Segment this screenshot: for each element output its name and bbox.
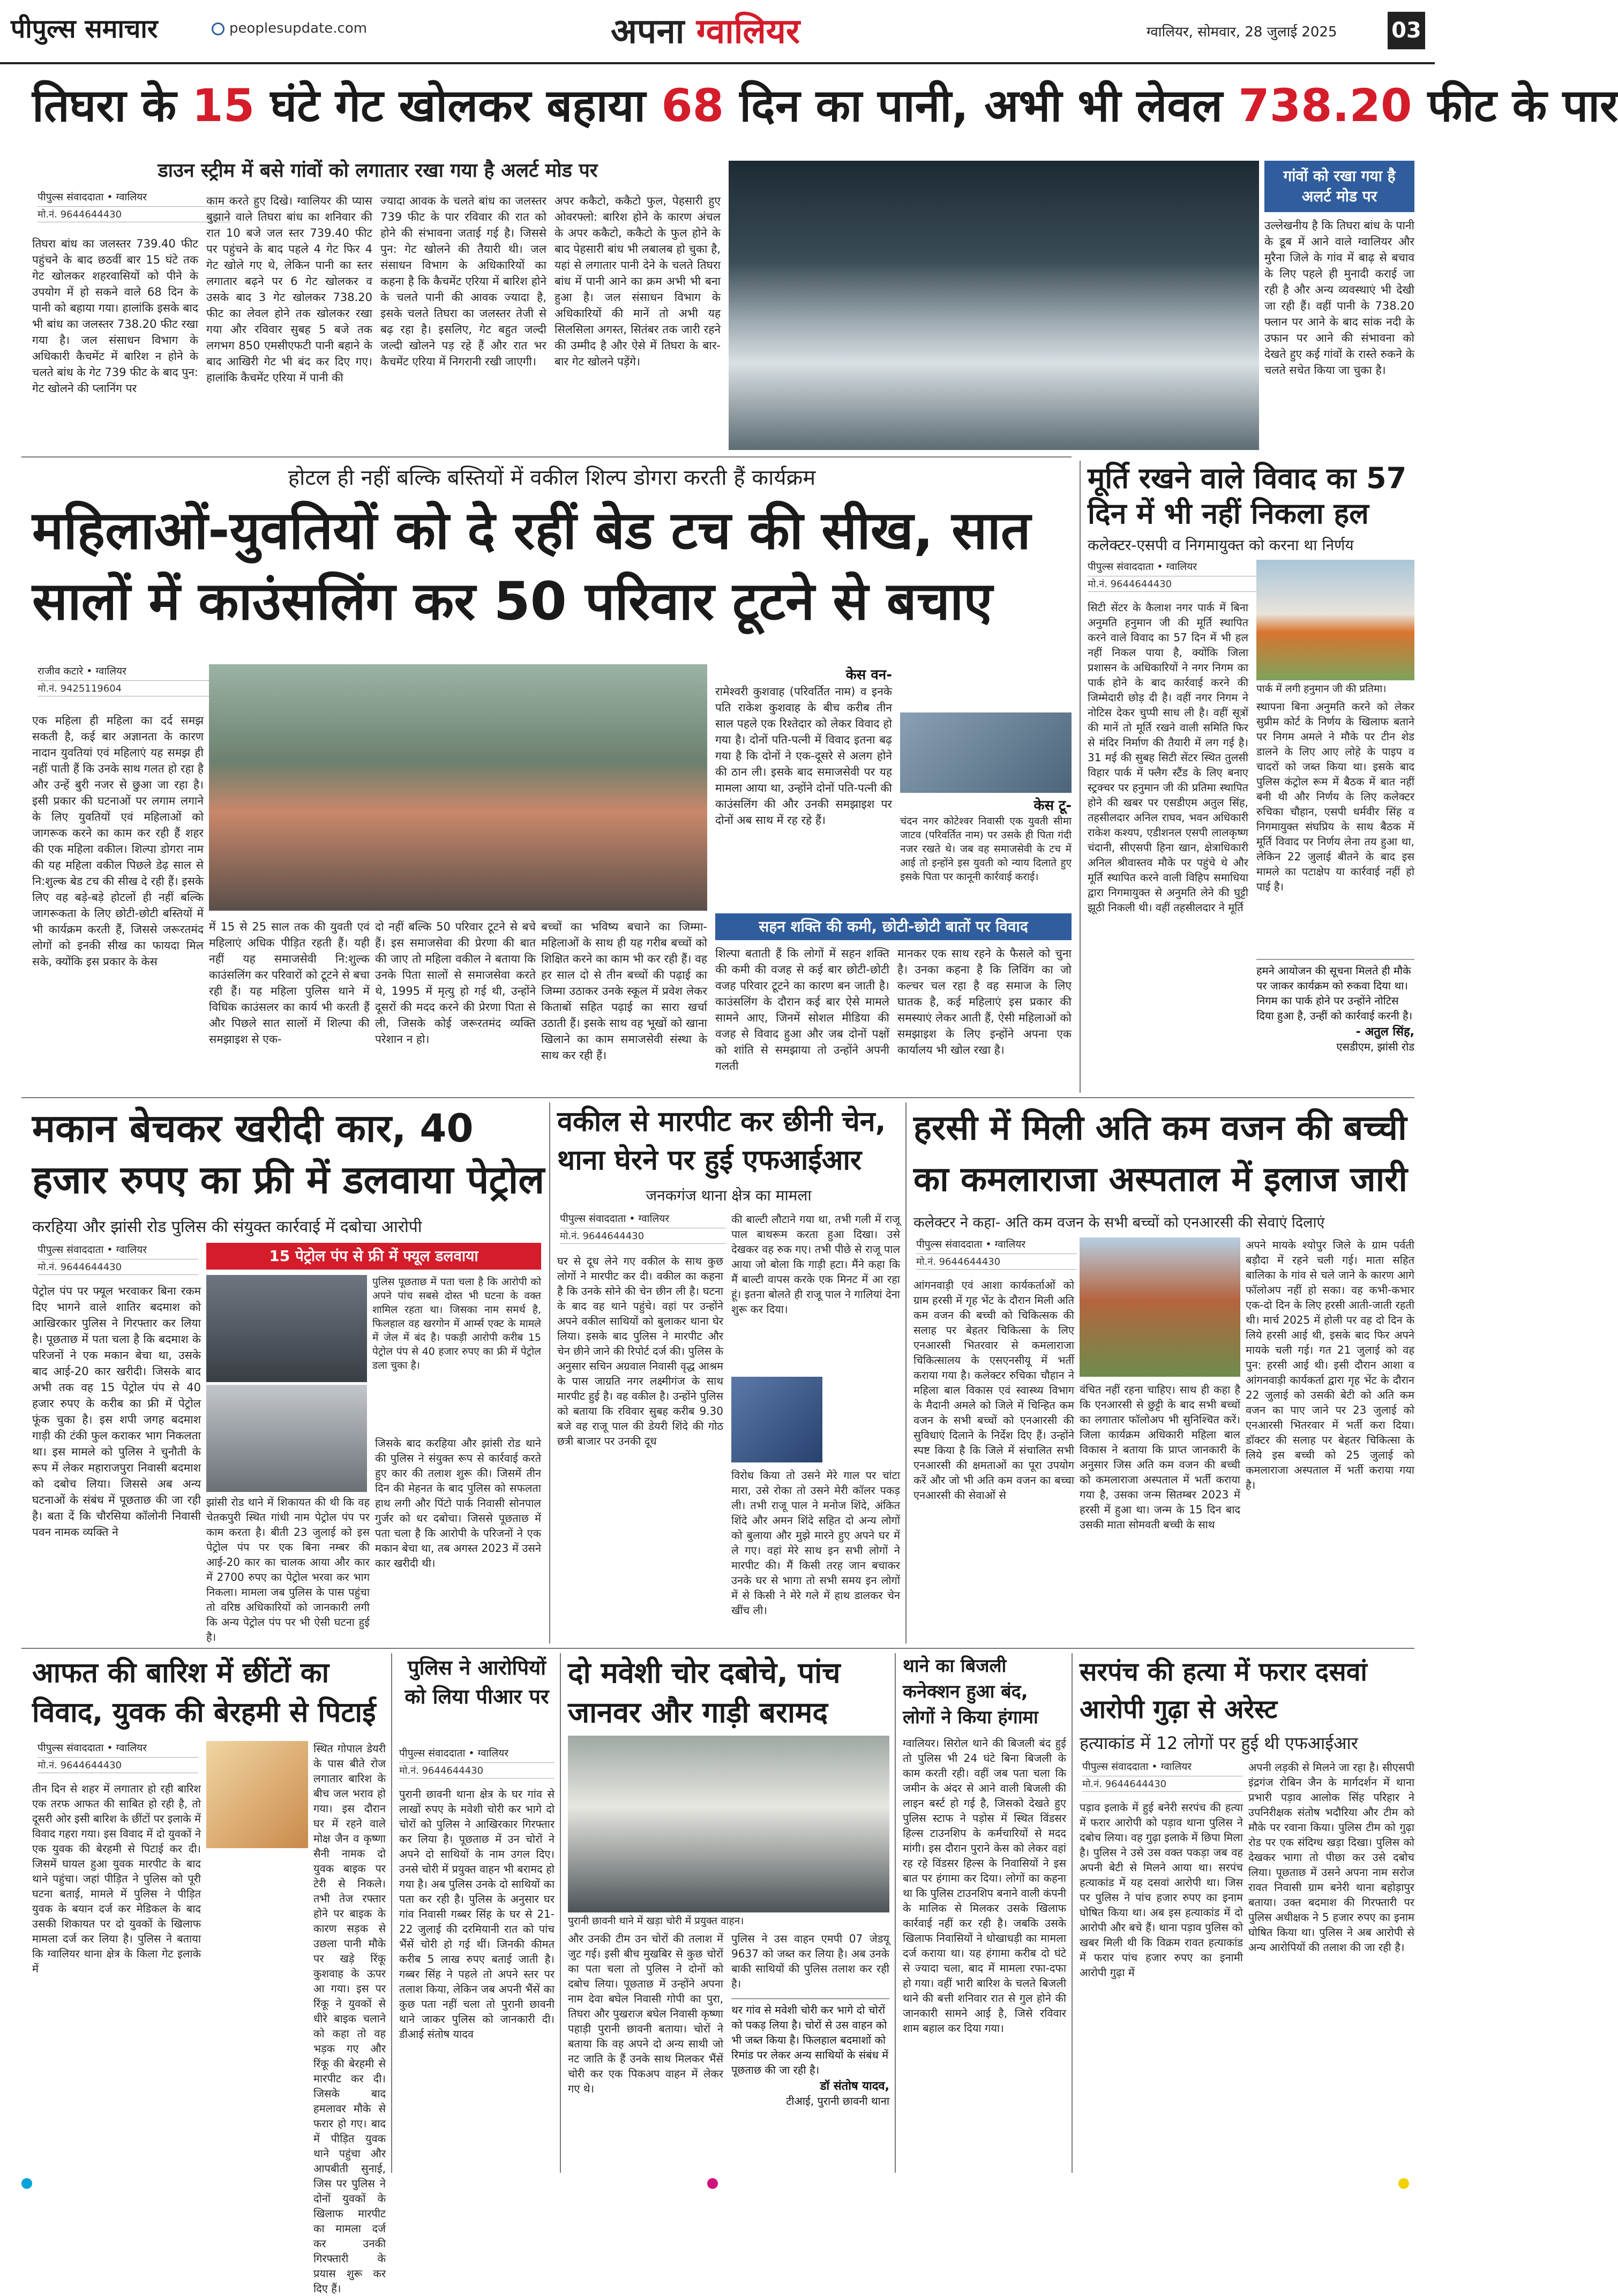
s1-sidebox-title: गांवों को रखा गया है अलर्ट मोड पर [1264,161,1414,212]
s7-headline: आफत की बारिश में छींटों का विवाद, युवक की बेरहमी से पिटाई [32,1657,376,1729]
s4-col-3: जिसके बाद करहिया और झांसी रोड थाने की पुलिस ने संयुक्त रूप से कार्रवाई करते हुए कार की तलाश शुरू की। जिसमें तीन दिन की मेहनत के बाद पुलिस को सफलता हाथ लगी और पिंटो पार्क निवासी सोनपाल गुर्जर को धर दबोचा। जिससे पूछताछ में पता चला है कि आरोपी के परिजनों ने एक मकान बेचा था, तब अगस्त 2023 में उसने कार खरीदी थी। [375,1437,541,1570]
s1-h-part-2: घंटे गेट खोलकर बहाया [254,79,662,132]
s10-headline: थाने का बिजली कनेक्शन हुआ बंद, लोगों ने किया हंगामा [903,1655,1038,1728]
s3-subhead: कलेक्टर-एसपी व निगमायुक्त को करना था निर्णय [1088,536,1354,554]
s2-byline-block [38,664,225,707]
s11-mobile: मो.नं. 9644644430 [1082,1776,1243,1792]
s9-col-1: पुलिस ने उस वाहन एमपी 07 जेडयू 9637 को जब्त कर लिया है। अब उनके बाकी साथियों की पुलिस तलाश कर रही है। [731,1932,889,1990]
s2-case-one-text: रामेश्वरी कुशवाह (परिवर्तित नाम) व इनके पति राकेश कुशवाह के बीच करीब तीन साल पहले एक रिश्तेदार को लेकर विवाद हो गया है। दोनों पति-पत्नी में विवाद इतना बढ़ गया है कि दोनों ने एक-दूसरे से अलग होने की ठान ली। इसके बाद समाजसेवी पर यह मामला आया था, उन्होंने दोनों पति-पत्नी की काउंसलिंग की और उनकी समझाइश पर दोनों अब साथ में रह रहे हैं। [715,685,892,827]
brand-name: पीपुल्स समाचार [11,14,158,44]
s10-col-1: ग्वालियर। सिरोल थाने की बिजली बंद हुई तो पुलिस भी 24 घंटे बिना बिजली के काम करती रही। वहीं जब पता चला कि जमीन के अंदर से आने वाली बिजली की लाइन बर्स्ट हो गई है, जिसको देखते हुए पुलिस स्टाफ ने पड़ोस में स्थित विंडसर हिल्स टाउनशिप के कर्मचारियों से मदद मांगी। इस दौरान पुराने केस को लेकर वहां रह रहे विंडसर हिल्स के निवासियों ने इस बात पर हंगामा कर दिया। लोगों का कहना था कि पुलिस टाउनशिप बनाने वाली कंपनी के मालिक से मिलकर उसके खिलाफ कार्रवाई नहीं कर रही है। जबकि उसके खिलाफ निवासियों ने धोखाधड़ी का मामला दर्ज कराया था। यह हंगामा करीब दो घंटे से ज्यादा चला, बाद में मामला रफा-दफा हो गया। वहीं भारी बारिश के चलते बिजली थाने की बत्ती शनिवार रात से गुल होने की जानकारी सामने आई है, जिसे रविवार शाम बहाल कर दिया गया। [903,1737,1066,2035]
divider [560,1653,561,2173]
s1-sidebox [1264,161,1414,450]
s2-bar-col-1: शिल्पा बताती हैं कि लोगों में सहन शक्ति की कमी की वजह से कई बार छोटी-छोटी वजह परिवार टूटने का कारण बन जाती है। काउंसलिंग के दौरान कई बार ऐसे मामले सामने आए, जिनमें सोशल मीडिया की वजह से विवाद हुआ और जब दोनों पक्षों को शांति से समझाया तो उन्होंने अपनी गलती [715,947,889,1072]
s4-subhead: करहिया और झांसी रोड पुलिस की संयुक्त कार्रवाई में दबोचा आरोपी [32,1218,422,1236]
s8-byline: पीपुल्स संवाददाता • ग्वालियर [399,1747,509,1759]
s2-byline: राजीव कटारे • ग्वालियर [38,665,126,677]
divider [21,1097,1414,1098]
s2-case-one [715,664,892,911]
s5-col-2: विरोध किया तो उसने मेरे गाल पर चांटा मारा, उसे रोका तो उसने मेरी कॉलर पकड़ ली। तभी राजू पाल ने मनोज शिंदे, अंकित शिंदे और अमन शिंदे सहित दो अन्य लोगों को बुलाया और मुझे मारने हुए अपने घर में ले गए। वहां मेरे साथ इन सभी लोगों ने मारपीट की। मैं किसी तरह जान बचाकर उनके घर से भागा तो सभी समय इन लोगों में से किसी ने मेरे गले में हाथ डालकर चेन खींच ली। [731,1469,900,1617]
s9-quote-name: डॉ संतोष यादव, [820,2080,889,2093]
s11-headline: सरपंच की हत्या में फरार दसवां आरोपी गुढ़ा से अरेस्ट [1080,1657,1367,1724]
s1-subhead: डाउन स्ट्रीम में बसे गांवों को लगातार रखा गया है अलर्ट मोड पर [158,160,598,182]
issue-date: ग्वालियर, सोमवार, 28 जुलाई 2025 [1147,24,1337,40]
s8-col-1: पुरानी छावनी थाना क्षेत्र के घर गांव से लाखों रुपए के मवेशी चोरी कर भागे दो चोरों को पुलिस ने आखिरकार गिरफ्तार कर लिया है। पूछताछ में उन चोरों ने अपने दो साथियों के नाम उगल दिए। उनसे चोरी में प्रयुक्त वाहन भी बरामद हो गया है। अब पुलिस उनके दो साथियों का पता कर रही है। पुलिस के अनुसार घर गांव निवासी गब्बर सिंह के घर से 21-22 जुलाई की दरमियानी रात को पांच भैंसें चोरी हो गई थीं। जिनकी कीमत करीब 5 लाख रुपए बताई जाती है। गब्बर सिंह ने पहले तो अपने स्तर पर तलाश किया, लेकिन जब अपनी भैंसें का कुछ पता नहीं चला तो पुरानी छावनी थाने जाकर पुलिस को जानकारी दी। डीआई संतोष यादव [399,1788,555,2040]
s4-inset-title: 15 पेट्रोल पंप से फ्री में फ्यूल डलवाया [206,1243,541,1270]
s4-headline: मकान बेचकर खरीदी कार, 40 हजार रुपए का फ्री में डलवाया पेट्रोल [32,1106,545,1202]
s1-h-num-hours: 15 [192,79,255,132]
s3-quote-text: हमने आयोजन की सूचना मिलते ही मौके पर जाकर कार्यक्रम को रुकवा दिया था। निगम का पार्क होने पर उन्होंने नोटिस दिया हुआ है, उन्हीं को कार्रवाई करनी है। [1256,964,1413,1022]
page-number: 03 [1388,12,1425,49]
s1-col-2: काम करते हुए दिखे। ग्वालियर की प्यास बुझाने वाले तिघरा बांध का शनिवार की रात 10 बजे जल स्तर 739.40 फीट पर पहुंचने के बाद पहले 4 गेट फिर 4 गेट खोले गए थे, लेकिन पानी का स्तर लगातार बढ़ने पर 6 गेट खोलकर व उसके बाद 3 गेट खोलकर 738.20 फीट का लेवल होने तक खोलकर रखा गया और रविवार सुबह 5 बजे तक लगभग 850 एमसीएफटी पानी बहाने के बाद आखिरी गेट भी बंद कर दिए गए। हालांकि कैचमेंट एरिया में पानी की [206,194,372,384]
s9-headline: दो मवेशी चोर दबोचे, पांच जानवर और गाड़ी बरामद [568,1656,841,1729]
s11-subhead: हत्याकांड में 12 लोगों पर हुई थी एफआईआर [1080,1733,1358,1753]
s2-bar-title: सहन शक्ति की कमी, छोटी-छोटी बातों पर विवाद [715,913,1072,940]
s4-mobile: मो.नं. 9644644430 [38,1259,198,1275]
s1-col-4: अपर ककैटो, ककैटो फुल, पेहसारी हुए ओवरफ्लो: बारिश होने के कारण अंचल के अपर ककैटो, ककैटो के फुल होने के बाद पेहसारी बांध भी लबालब हो चुका है, यहां से लगातार पानी देने के चलते तिघरा बांध में पानी आने का क्रम अभी भी बना हुआ है। जल संसाधन विभाग के अधिकारियों की मानें तो अभी यह सिलसिला अगस्त, सितंबर तक जारी रहने की उम्मीद है और ऐसे में तिघरा के बार-बार गेट खोलने पड़ेंगे। [555,194,721,368]
divider [21,1648,1414,1649]
s2-mobile: मो.नं. 9425119604 [38,680,225,696]
registration-mark [1398,2178,1409,2189]
s3-quote-role: एसडीएम, झांसी रोड [1336,1040,1414,1053]
s6-subhead: कलेक्टर ने कहा- अति कम वजन के सभी बच्चों को एनआरसी की सेवाएं दिलाएं [913,1214,1325,1231]
s5-col-1: घर से दूध लेने गए वकील के साथ कुछ लोगों ने मारपीट कर दी। वकील का कहना है कि उनके सोने की चेन छीन ली है। घटना के बाद वह थाने पहुंचे। वहां पर उन्होंने अपने वकील साथियों को बुलाकर थाना घेर लिया। इसके बाद पुलिस ने मारपीट और चेन छीने जाने की रिपोर्ट दर्ज की। पुलिस के अनुसार सचिन अग्रवाल निवासी वृद्ध आश्रम के पास जाग्रति नगर लक्ष्मीगंज के साथ मारपीट हुई है। वह वकील है। उन्होंने पुलिस को बताया कि रविवार सुबह करीब 9.30 बजे वह राजू पाल की डेयरी शिंदे की गोठ छत्री बाजार पर उनकी दूध [557,1255,723,1447]
s8-headline: पुलिस ने आरोपियों को लिया पीआर पर [405,1656,549,1708]
divider [21,456,1072,457]
registration-marks [21,2178,1414,2189]
website-url[interactable]: peoplesupdate.com [229,20,368,36]
s5-mobile: मो.नं. 9644644430 [560,1228,726,1244]
s7-col-2: स्थित गोपाल डेयरी के पास बीते रोज लगातार बारिश के बीच जल भराव हो गया। इस दौरान घर में रहने वाले मोक्ष जैन व कृष्णा सैनी नामक दो युवक बाइक पर टेरी से निकले। तभी तेज रफ्तार होने पर बाइक के कारण सड़क से उछला पानी मौके पर खड़े रिंकू कुशवाह के ऊपर आ गया। इस पर रिंकू ने युवकों से धीरे बाइक चलाने को कहा तो वह भड़क गए और रिंकू की बेरहमी से मारपीट कर दी। जिसके बाद हमलावर मौके से फरार हो गए। बाद में पीड़ित युवक थाने पहुंचा और आपबीती सुनाई, जिस पर पुलिस ने दोनों युवकों के खिलाफ मारपीट का मामला दर्ज कर उनकी गिरफ्तारी के प्रयास शुरू कर दिए हैं। [313,1742,386,2295]
s3-byline: पीपुल्स संवाददाता • ग्वालियर [1088,561,1197,573]
s1-dam-photo [729,161,1259,450]
s6-col-2: वंचित नहीं रहना चाहिए। साथ ही कहा है कि एनआरसी से छुट्टी के बाद सभी बच्चों का लगातार फॉलोअप भी सुनिश्चित करें। जिला कार्यक्रम अधिकारी महिला बाल विकास ने बताया कि प्राप्त जानकारी के अनुसार जिस अति कम वजन की बच्ची को कमलाराजा अस्पताल में भर्ती कराया गया है, उसका जन्म सितम्बर 2023 में हरसी में हुआ था। जन्म के 15 दिन बाद उसकी माता सोमवती बच्ची के साथ [1080,1383,1240,1531]
s11-byline-block [1082,1760,1243,1797]
url-icon [212,22,224,35]
divider [549,1102,550,1644]
s1-col-1: तिघरा बांध का जलस्तर 739.40 फीट पहुंचने के बाद छठवीं बार 15 घंटे तक गेट खोलकर शहरवासियों को पीने के उपयोग में हो सकने वाले 68 दिन के पानी को बहाया गया। हालांकि इसके बाद भी बांध का जलस्तर 738.20 फीट रखा गया है। जल संसाधन विभाग के अधिकारी कैचमेंट में बारिश न होने के चलते बांध के गेट 739 फीट के बाद पुन: गेट खोलने की प्लानिंग पर [32,237,198,395]
s2-case-one-title: केस वन- [845,667,892,683]
s4-col-1: पेट्रोल पंप पर फ्यूल भरवाकर बिना रकम दिए भागने वाले शातिर बदमाश को आखिरकार पुलिस ने गिरफ्तार कर लिया है। पूछताछ में पता चला है कि बदमाश के परिजनों ने एक मकान बेचा था, उसके बाद आई-20 कार खरीदी। जिसके बाद अभी तक वह 15 पेट्रोल पंप से 40 हजार रुपए के करीब का फ्री में पेट्रोल फूंक चुका है। इस शपी जगह बदमाश गाड़ी की टंकी फुल कराकर भाग निकलता था। इस मामले को पुलिस ने चुनौती के रूप में लेकर महाराजपुरा निवासी बदमाश को दबोच लिया। जिससे अब अन्य घटनाओं के संबंध में पूछताछ की जा रही है। बता दें कि चौरसिया कॉलोनी निवासी पवन नामक व्यक्ति ने [32,1285,201,1539]
s4-byline: पीपुल्स संवाददाता • ग्वालियर [38,1244,147,1256]
s3-statue-photo [1256,560,1414,680]
s1-byline-block [38,190,230,233]
s3-headline: मूर्ति रखने वाले विवाद का 57 दिन में भी नहीं निकला हल [1088,461,1407,530]
s7-byline-block [38,1741,198,1779]
s5-byline-block [560,1212,726,1249]
s7-mobile: मो.नं. 9644644430 [38,1757,198,1773]
s5-byline: पीपुल्स संवाददाता • ग्वालियर [560,1213,670,1225]
s2-case-two-title: केस टू- [1033,798,1072,814]
s5-subhead: जनकगंज थाना क्षेत्र का मामला [646,1187,812,1204]
s2-group-photo [209,664,707,911]
s1-byline: पीपुल्स संवाददाता • ग्वालियर [38,191,147,203]
s3-mobile: मो.नं. 9644644430 [1088,576,1264,592]
s6-mobile: मो.नं. 9644644430 [916,1254,1077,1270]
s6-headline: हरसी में मिली अति कम वजन की बच्ची का कमलाराजा अस्पताल में इलाज जारी [913,1108,1407,1199]
s3-caption: पार्क में लगी हनुमान जी की प्रतिमा। [1256,683,1387,695]
s3-byline-block [1088,560,1264,597]
s4-col-2: झांसी रोड थाने में शिकायत की थी कि वह चेतकपुरी स्थित गांधी नाम पेट्रोल पंप पर काम करता है। बीती 23 जुलाई को इस पेट्रोल पंप पर एक बिना नम्बर की आई-20 कार का चालक आया और कार में 2700 रुपए का पेट्रोल भरवा कर भाग निकला। मामला जब पुलिस के पास पहुंचा तो वरिष्ठ अधिकारियों को जानकारी लगी कि अन्य पेट्रोल पंप पर भी ऐसी घटना हुई है। [206,1496,370,1644]
s7-col-1: तीन दिन से शहर में लगातार हो रही बारिश एक तरफ आफत की साबित हो रही है, तो दूसरी ओर इसी बारिश के छींटों पर इलाके में विवाद गहरा गया। इस विवाद में दो युवकों ने एक युवक की बेरहमी से पिटाई कर दी। जिसमें घायल हुआ युवक मारपीट के बाद थाने पहुंचा। जहां पीड़ित ने पुलिस को पूरी घटना बताई, मामले में पुलिस ने पीड़ित युवक के बयान दर्ज कर मेडिकल के बाद उसकी शिकायत पर दो युवकों के खिलाफ मामला दर्ज कर लिया है। पुलिस ने बताया कि ग्वालियर थाना क्षेत्र के किला गेट इलाके में [32,1782,201,1975]
s2-kicker: होटल ही नहीं बल्कि बस्तियों में वकील शिल्प डोगरा करती हैं कार्यक्रम [288,466,816,490]
s1-h-part-0: तिघरा के [32,79,192,132]
section-title-b: ग्वालियर [696,12,800,51]
registration-mark [707,2178,718,2189]
s9-vehicle-photo [568,1736,889,1912]
s9-quote-text: थर गांव से मवेशी चोरी कर भागे दो चोरों को पकड़ लिया है। चोरों से उस वाहन को भी जब्त किया है। फिलहाल बदमाशों को रिमांड पर लेकर अन्य साथियों के संबंध में पूछताछ की जा रही है। [731,2004,889,2076]
s4-inset-text: पुलिस पूछताछ में पता चला है कि आरोपी को अपने पांच सबसे दोस्त भी घटना के वक्त शामिल रहता था। जिसका नाम समर्थ है, फिलहाल वह खरगोन में आर्म्स एक्ट के मामले में जेल में बंद है। पकड़ी आरोपी करीब 15 पेट्रोल पंप से 40 हजार रुपए का फ्री में पेट्रोल डला चुका है। [372,1276,541,1371]
s6-byline: पीपुल्स संवाददाता • ग्वालियर [916,1239,1026,1250]
s2-col-3: दो नहीं बल्कि 50 परिवार टूटने से बचे हैं। इस समाजसेवा की प्रेरणा की बात की जाए तो महिला वकील ने बताया कि उनके पिता सालों से समाजसेवा करते थे, 1995 में मृत्यु हो गई थी, उन्होंने दूसरों की मदद करने की प्रेरणा पिता से ली, जिसके कोई जरूरतमंद व्यक्ति परेशान न हो। [375,920,536,1046]
s4-byline-block [38,1243,198,1280]
s2-case-two-text: चंदन नगर कोटेश्वर निवासी एक युवती सीमा जाटव (परिवर्तित नाम) पर उसके ही पिता गंदी नजर रखते थे। जब वह समाजसेवी के टच में आई तो इन्होंने इस युवती को न्याय दिलाते हुए इसके पिता पर कानूनी कार्रवाई कराई। [900,815,1072,883]
s9-caption: पुरानी छावनी थाने में खड़ा चोरी में प्रयुक्त वाहन। [568,1915,744,1927]
s1-h-part-4: दिन का पानी, अभी भी लेवल [724,79,1239,132]
s1-h-num-days: 68 [661,79,724,132]
s11-byline: पीपुल्स संवाददाता • ग्वालियर [1082,1761,1192,1773]
s9-col-0: और उनकी टीम उन चोरों की तलाश में जुट गई। इसी बीच मुखबिर से कुछ चोरों का पता चला तो पुलिस ने दोनों को दबोच लिया। पूछताछ में उन्होंने अपना नाम देवा बघेल निवासी गोपी का पुरा, तिघरा और पुखराज बघेल निवासी कृष्णा पहाड़ी पुरानी छावनी बताया। चोरों ने बताया कि वह अपने दो अन्य साथी जो नट जाति के हैं उनके साथ मिलकर भैंसें चोरी कर एक पिकअप वाहन में लेकर गए थे। [568,1932,723,2095]
s5-col-1a: की बाल्टी लौटाने गया था, तभी गली में राजू पाल बाथरूम करता हुआ दिखा। उसे देखकर वह रुक गए। तभी पीछे से राजू पाल आया जो बोला कि गाड़ी हटा। मैंने कहा कि मैं बाल्टी वापस करके एक मिनट में आ रहा हूं। इतना बोलते ही राजू पाल ने गालियां देना शुरू कर दिया। [731,1213,900,1316]
s7-byline: पीपुल्स संवाददाता • ग्वालियर [38,1742,147,1754]
s2-col-4: बच्चों का भविष्य बचाने का जिम्मा- महिलाओं के साथ ही यह गरीब बच्चों को शिक्षित करने का काम भी कर रही हैं। वह हर साल दो से तीन बच्चों की पढ़ाई का जिम्मा उठाकर उनके स्कूल में प्रवेश लेकर किताबों सहित पढ़ाई का सारा खर्चा उठाती हैं। इसके साथ वह भूखों को खाना खिलाने का काम समाजसेवी संस्था के साथ कर रही हैं। [541,920,707,1062]
s6-byline-block [916,1237,1077,1275]
section-title-a: अपना [611,12,685,51]
s6-col-1: आंगनवाड़ी एवं आशा कार्यकर्ताओं को ग्राम हरसी में गृह भेंट के दौरान मिली अति कम वजन की बच्ची को चिकित्सक की सलाह पर बेहतर चिकित्सा के लिए एनआरसी भितरवार से कमलाराजा चिकित्सालय के एसएनसीयू में भर्ती कराया गया है। कलेक्टर रुचिका चौहान ने महिला बाल विकास एवं स्वास्थ्य विभाग के मैदानी अमले को जिले में चिन्हित कम वजन के सभी बच्चों को एनआरसी की सुविधाएं दिलाने के निर्देश दिए हैं। उन्होंने स्पष्ट किया है कि जिले में संचालित सभी एनआरसी की क्षमताओं का पूरा उपयोग करें और जो भी अति कम वजन का बच्चा एनआरसी की सेवाओं से [913,1279,1074,1502]
s3-quote-name: - अतुल सिंह, [1355,1025,1414,1039]
s11-col-2: अपनी लड़की से मिलने जा रहा है। सीएसपी इंद्रगंज रोबिन जैन के मार्गदर्शन में थाना प्रभारी पड़ाव आलोक सिंह परिहार ने उपनिरीक्षक संतोष भदौरिया और टीम को मौके पर रवाना किया। पुलिस टीम को गुढ़ा रोड पर एक संदिग्ध खड़ा दिखा। पुलिस को देखकर भागा तो पीछा कर उसे दबोच लिया। पूछताछ में उसने अपना नाम सरोज रावत निवासी ग्राम बनेरी थाना बहोड़ापुर बताया। उक्त बदमाश की गिरफ्तारी पर पुलिस अधीक्षक ने 5 हजार रुपए का इनाम घोषित किया था। पुलिस ने अब आरोपी से अन्य आरोपियों की तलाश की जा रही है। [1248,1761,1414,1954]
s2-col-1: एक महिला ही महिला का दर्द समझ सकती है, कई बार अज्ञानता के कारण नादान युवतियां एवं महिलाएं यह समझ ही नहीं पाती हैं कि उनके साथ गलत हो रहा है और उन्हें बुरी नजर से छुआ जा रहा है। इसी प्रकार की घटनाओं पर लगाम लगाने के लिए युवतियों एवं महिलाओं को जागरूक करने का काम कर रही हैं शहर की एक महिला वकील। शिल्पा डोगरा नाम की यह महिला वकील पिछले डेढ़ साल से नि:शुल्क बेड टच की सीख दे रही हैं। इसके लिए वह बड़े-बड़े होटलों ही नहीं बल्कि जागरूकता के लिए छोटी-छोटी बस्तियों में भी कार्यक्रम करती हैं, जिससे जरूरतमंद लोगों को इनकी सीख का फायदा मिल सके, क्योंकि इस प्रकार के केस [32,714,204,968]
s1-h-part-6: फीट के पार [1412,79,1618,132]
masthead [0,0,1435,64]
s5-fir-graphic [731,1377,822,1462]
s2-col-2: में 15 से 25 साल तक की युवती एवं महिलाएं अधिक पीड़ित रहती हैं। यही नहीं यह समाजसेवी नि:शुल्क काउंसलिंग कर परिवारों को टूटने से बचा रही हैं। यह महिला पुलिस थाने में विधिक काउंसलर का कार्य भी करती हैं और पिछले सात सालों में शिल्पा की समझाइश से एक- [209,920,370,1046]
divider [1080,461,1081,1093]
s8-mobile: मो.नं. 9644644430 [399,1762,555,1779]
s2-headline: महिलाओं-युवतियों को दे रहीं बेड टच की सीख, सात सालों में काउंसलिंग कर 50 परिवार टूटने से बचाए [32,500,1031,632]
section-title [611,6,932,55]
s11-col-1: पड़ाव इलाके में हुई बनेरी सरपंच की हत्या में फरार आरोपी को पड़ाव थाना पुलिस ने दबोच लिया। वह गुढ़ा इलाके में छिपा मिला है। पुलिस ने उसे उस वक्त पकड़ा जब वह अपनी बेटी से मिलने आया था। सरपंच हत्याकांड में यह दसवां आरोपी था। जिस पर पुलिस ने पांच हजार रुपए का इनाम घोषित किया था। अब इस हत्याकांड में दो आरोपी और बचे हैं। थाना पड़ाव पुलिस को खबर मिली थी कि विक्रम रावत हत्याकांड में फरार पांच हजार रुपए का इनामी आरोपी गुढ़ा में [1080,1801,1243,1979]
s9-quote-box [731,1998,889,2172]
s2-bar-col-2: मानकर एक साथ रहने के फैसले को चुना है। उनका कहना है कि लिविंग का जो कल्चर चल रहा है वह समाज के लिए घातक है, कई महिलाएं इस प्रकार की समस्याएं लेकर आती हैं, ऐसी महिलाओं को समझाइश के लिए इन्होंने अपना एक कार्यालय भी खोल रखा है। [897,947,1072,1056]
divider [905,1102,907,1644]
s4-car-photo [206,1385,367,1492]
s1-mobile: मो.नं. 9644644430 [38,206,230,222]
s2-case-two-photo [900,712,1072,793]
s4-accused-photo [206,1275,367,1382]
divider [391,1653,392,2173]
divider [1072,1653,1073,2173]
s1-headline [32,79,1618,145]
s1-sidebox-text: उल्लेखनीय है कि तिघरा बांध के पानी के डूब में आने वाले ग्वालियर और मुरैना जिले के गांव में बाढ़ से बचाव के लिए पहले ही मुनादी कराई जा रही है और अन्य व्यवस्थाएं भी देखी जा रही हैं। वहीं पानी के 738.20 फ्लान पर आने के बाद सांक नदी के उफान पर आने की संभावना को देखते हुए कई गांवों के रास्ते रुकने के चलते सचेत किया जा चुका है। [1264,219,1414,377]
s3-col-1: सिटी सेंटर के कैलाश नगर पार्क में बिना अनुमति हनुमान जी की मूर्ति स्थापित करने वाले विवाद का 57 दिन में भी हल नहीं निकल पाया है, क्योंकि जिला प्रशासन के अधिकारियों ने नगर निगम का पार्क होने के बाद कार्रवाई करने की जिम्मेदारी छोड़ दी है। वहीं नगर निगम ने नोटिस देकर चुप्पी साध ली है। वहीं सूत्रों की मानें तो मूर्ति रखने वाली समिति फिर से मंदिर निर्माण की तैयारी में लग गई है। 31 मई की सुबह सिटी सेंटर स्थित तुलसी विहार पार्क में फ्लैग स्टैंड के लिए बनाए स्ट्रक्चर पर हनुमान जी की प्रतिमा स्थापित होने की खबर पर एसडीएम अतुल सिंह, तहसीलदार अनिल राघव, भवन अधिकारी राकेश कश्यप, एडीशनल एसपी लालकृष्ण चंदानी, सीएसपी हिना खान, क्षेत्राधिकारी अनिल श्रीवास्तव मौके पर पहुंचे थे और मूर्ति स्थापित करने वाली विहिप समाधिया द्वारा निगमायुक्त से अनुमति लेने की घुट्टी झूठी निकली थी। वहीं तहसीलदार ने मूर्ति [1088,601,1248,914]
s8-byline-block [399,1746,555,1784]
s6-col-3: अपने मायके श्योपुर जिले के ग्राम पर्वती बड़ौदा में रहने चली गई। माता सहित बालिका के गांव से चले जाने के कारण आगे फॉलोअप नहीं हो सका। वह कभी-कभार एक-दो दिन के लिए हरसी आती-जाती रहती थी। मार्च 2025 में होली पर वह दो दिन के लिये हरसी आई थी, इसके बाद फिर अपने मायके चली गई। गत 21 जुलाई को वह पुन: हरसी आई थी। इसी दौरान आशा व आंगनवाड़ी कार्यकर्ता द्वारा गृह भेंट के दौरान 22 जुलाई को उसकी बेटी को अति कम वजन का पाए जाने पर 23 जुलाई को एनआरसी भितरवार में भर्ती करा दिया। डॉक्टर की सलाह पर बेहतर चिकित्सा के लिये इस बच्ची को 25 जुलाई को कमलाराजा अस्पताल में भर्ती कराया गया है। [1246,1239,1414,1491]
divider [895,1653,896,2173]
s3-col-2: स्थापना बिना अनुमति करने को लेकर सुप्रीम कोर्ट के निर्णय के खिलाफ बताने पर निगम अमले ने मौके पर टीन शेड डालने के लिए आए लोहे के पाइप व चादरों को जब्त किया था। इसके बाद पुलिस कंट्रोल रूम में बैठक में बात नहीं बनी थी और निर्णय के लिए कलेक्टर रुचिका चौहान, एसपी धर्मवीर सिंह व निगमायुक्त संघप्रिय के साथ बैठक में मूर्ति विवाद पर निर्णय लेना तय हुआ था, लेकिन 22 जुलाई बीतने के बाद इस मामले का पटाक्षेप या कार्रवाई नहीं हो पाई है। [1256,700,1414,893]
s6-hospital-photo [1080,1237,1240,1377]
s9-quote-role: टीआई, पुरानी छावनी थाना [786,2095,889,2107]
s1-col-3: ज्यादा आवक के चलते बांध का जलस्तर 739 फीट के पार रविवार की रात को होने की संभावना जताई गई है। जिससे पुन: गेट खोलने की तैयारी थी। जल संसाधन विभाग के अधिकारियों का कहना है कि कैचमेंट एरिया में बारिश होने के चलते पानी की आवक ज्यादा है, इसके चलते तिघरा का जलस्तर तेजी से बढ़ रहा है। इसलिए, गेट बहुत जल्दी जल्दी खोलने पड़ रहे हैं और रात भर कैचमेंट एरिया में निगरानी रखी जाएगी। [380,194,546,368]
s2-case-two [900,712,1072,911]
s1-h-num-level: 738.20 [1238,79,1412,132]
s5-headline: वकील से मारपीट कर छीनी चेन, थाना घेरने पर हुई एफआईआर [557,1106,886,1176]
registration-mark [21,2178,32,2189]
s3-quote-box [1256,959,1414,1093]
